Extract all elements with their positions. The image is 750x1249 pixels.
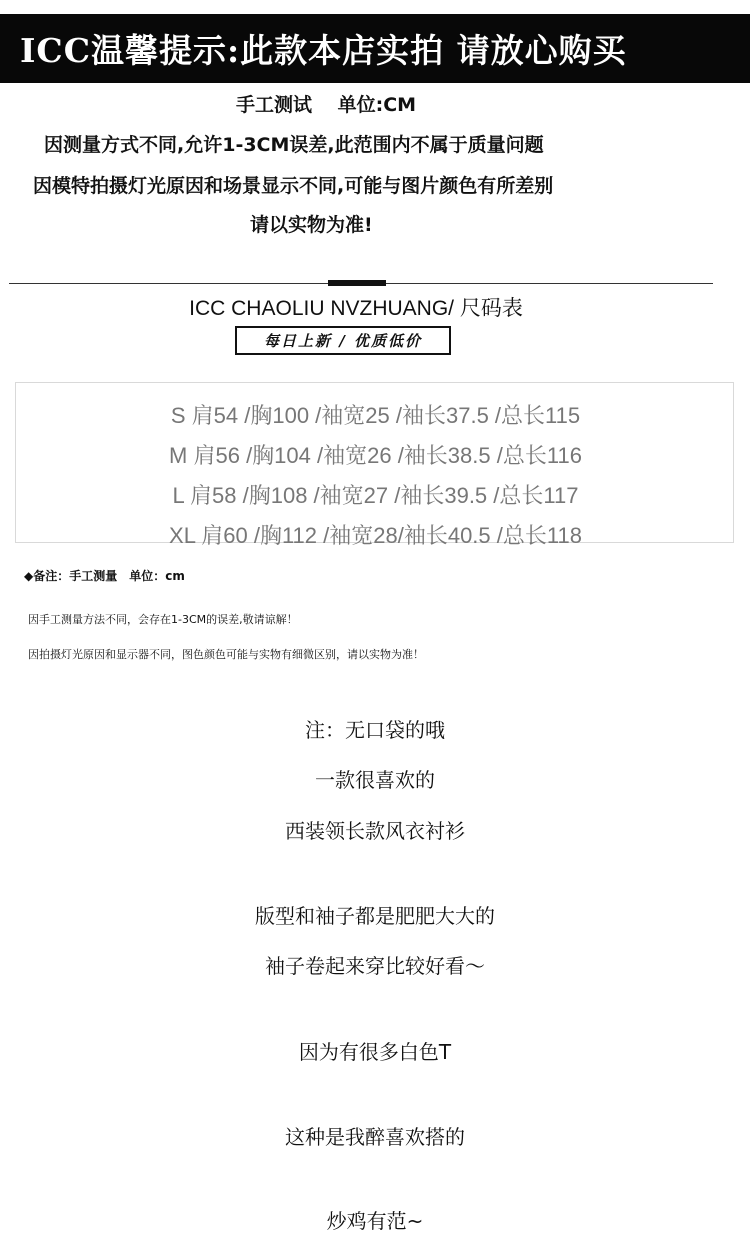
description-line: 一款很喜欢的 <box>315 768 435 792</box>
remark-title: ◆备注：手工测量 单位：cm <box>24 569 185 583</box>
size-chart-title: ICC CHAOLIU NVZHUANG/ 尺码表 <box>189 297 523 320</box>
promo-tag <box>235 326 451 355</box>
notice-tolerance: 因测量方式不同,允许1-3CM误差,此范围内不属于质量问题 <box>44 134 544 156</box>
description-line: 因为有很多白色T <box>298 1040 452 1064</box>
description-line: 西装领长款风衣衬衫 <box>285 819 465 843</box>
size-row-l: L 肩58 /胸108 /袖宽27 /袖长39.5 /总长117 <box>172 483 579 508</box>
description-line: 注：无口袋的哦 <box>305 718 445 742</box>
size-row-xl: XL 肩60 /胸112 /袖宽28/袖长40.5 /总长118 <box>169 523 582 548</box>
description-line: 炒鸡有范~ <box>326 1209 424 1233</box>
remark-line: 因拍摄灯光原因和显示器不同，图色颜色可能与实物有细微区别，请以实物为准！ <box>28 648 424 661</box>
size-table <box>15 382 734 548</box>
notice-color-difference: 因模特拍摄灯光原因和场景显示不同,可能与图片颜色有所差别 <box>33 175 554 197</box>
promo-tag-label: 每日上新 / 优质低价 <box>264 332 422 350</box>
banner <box>0 14 750 83</box>
notice-measure-unit: 手工测试 单位:CM <box>236 94 417 116</box>
size-row-s: S 肩54 /胸100 /袖宽25 /袖长37.5 /总长115 <box>170 403 581 428</box>
description-line: 版型和袖子都是肥肥大大的 <box>255 904 495 928</box>
notice-actual-item: 请以实物为准! <box>250 214 373 236</box>
size-row-m: M 肩56 /胸104 /袖宽26 /袖长38.5 /总长116 <box>169 443 582 468</box>
remark-line: 因手工测量方法不同，会存在1-3CM的误差,敬请谅解！ <box>28 613 298 626</box>
banner-text: ICC温馨提示:此款本店实拍 请放心购买 <box>20 31 627 70</box>
description-line: 袖子卷起来穿比较好看～ <box>265 954 485 978</box>
description-line: 这种是我醉喜欢搭的 <box>285 1125 465 1149</box>
divider-accent <box>328 280 386 286</box>
